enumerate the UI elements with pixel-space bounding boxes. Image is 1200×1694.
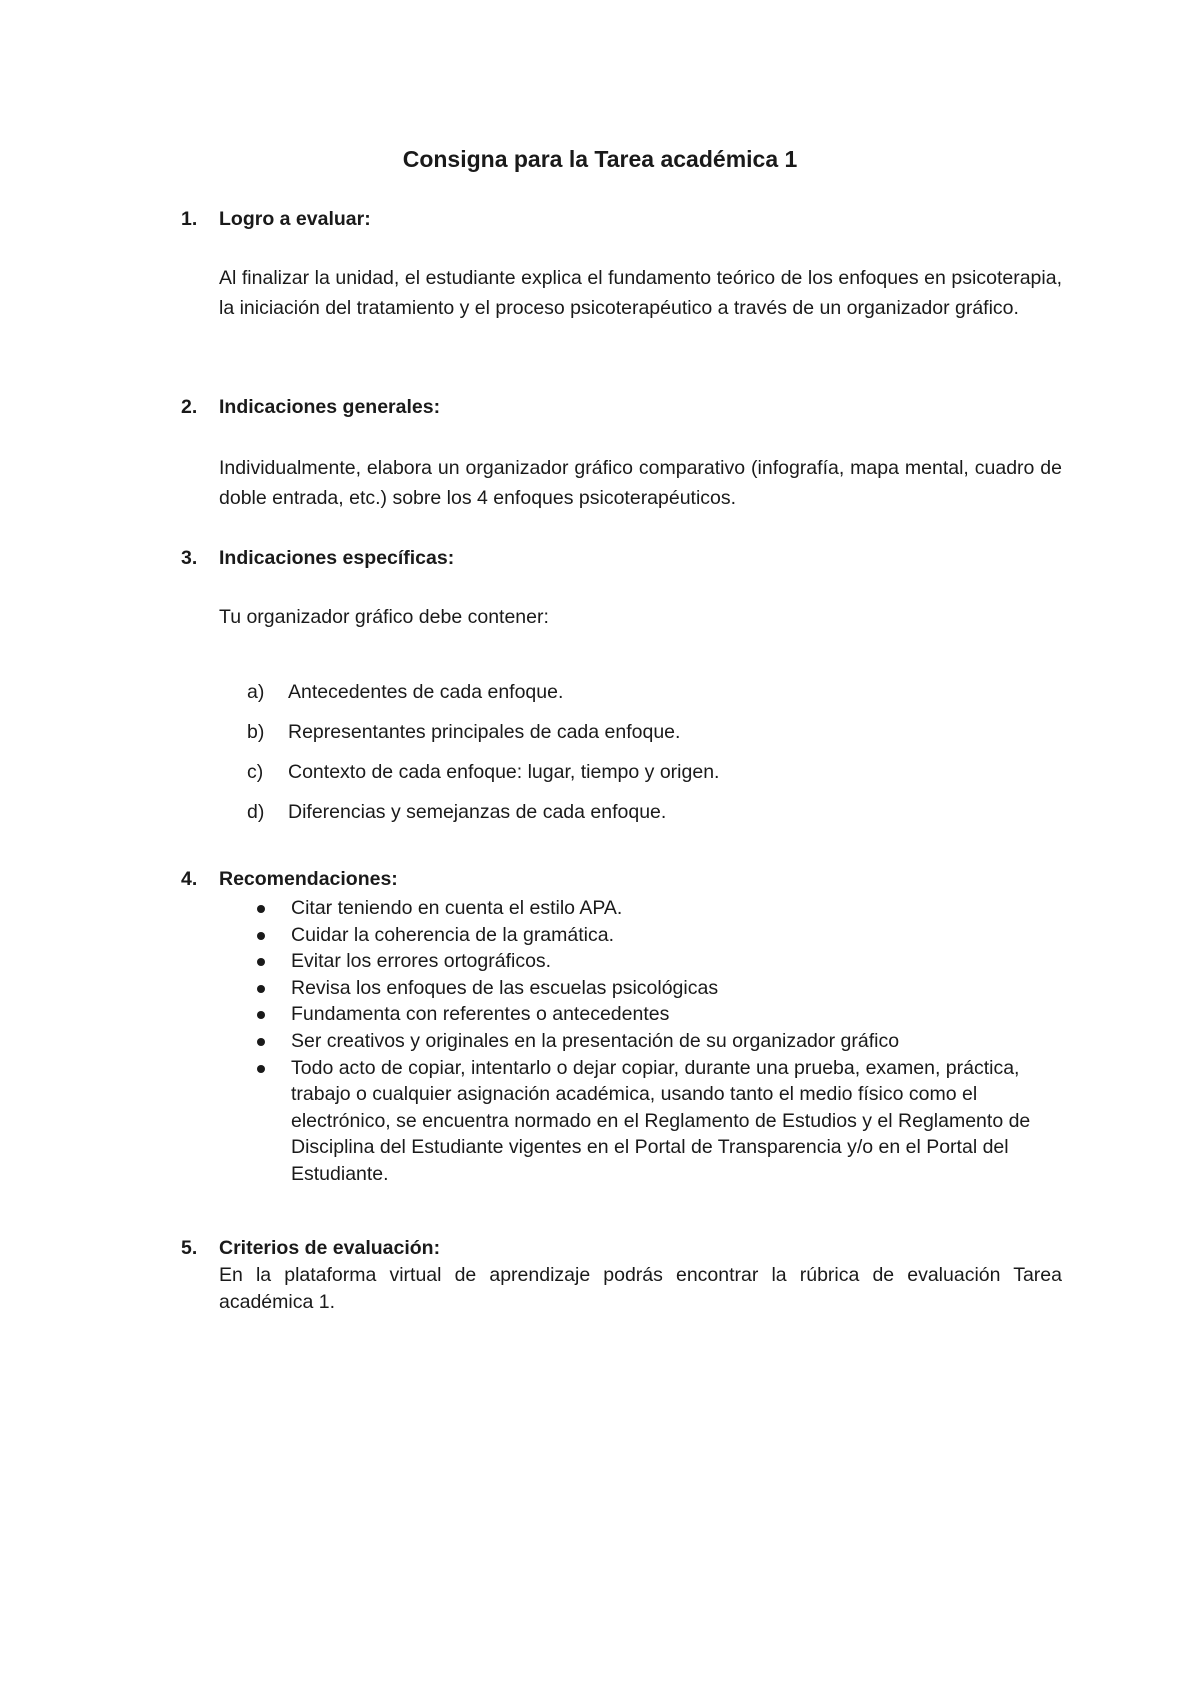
- list-item-text: Fundamenta con referentes o antecedentes: [291, 1003, 670, 1026]
- section-3-body: Tu organizador gráfico debe contener:: [219, 606, 549, 628]
- section-heading-text: Recomendaciones:: [219, 868, 398, 890]
- list-item: [254, 1055, 1069, 1188]
- list-item: [247, 800, 1047, 840]
- section-heading-text: Criterios de evaluación:: [219, 1237, 441, 1259]
- section-number: 5.: [181, 1237, 198, 1259]
- section-heading-text: Indicaciones generales:: [219, 396, 441, 418]
- list-item: [247, 760, 1047, 800]
- specific-items-list: [247, 680, 1047, 840]
- list-item-text: Cuidar la coherencia de la gramática.: [291, 923, 615, 946]
- list-item-text: Todo acto de copiar, intentarlo o dejar copiar, durante una prueba, examen, práctica, trabajo o cualquier asignación académica, usando tanto el medio físico como el electrónico, se encuentra normado en el Reglamento de Estudios y el Reglamento de Disciplina del Estudiante vigentes en el Portal de Transparencia y/o en el Portal del Estudiante.: [291, 1056, 1031, 1185]
- list-item: [254, 975, 1069, 1002]
- section-5-body: En la plataforma virtual de aprendizaje podrás encontrar la rúbrica de evaluación Tarea académica 1.: [219, 1264, 1062, 1313]
- list-item-text: Citar teniendo en cuenta el estilo APA.: [291, 897, 623, 919]
- list-item: [247, 680, 1047, 720]
- section-number: 4.: [181, 868, 198, 890]
- bullet-icon: [257, 985, 265, 993]
- list-item: [254, 895, 1069, 922]
- list-item: [254, 922, 1069, 949]
- list-marker: d): [247, 801, 265, 823]
- list-item: [254, 948, 1069, 975]
- list-item-text: Evitar los errores ortográficos.: [291, 950, 552, 973]
- section-number: 3.: [181, 547, 198, 569]
- list-item-text: Revisa los enfoques de las escuelas psicológicas: [291, 976, 719, 999]
- bullet-icon: [257, 958, 265, 966]
- bullet-icon: [257, 1038, 265, 1046]
- list-item-text: Ser creativos y originales en la presentación de su organizador gráfico: [291, 1029, 900, 1052]
- bullet-icon: [257, 1065, 265, 1073]
- bullet-icon: [257, 905, 265, 913]
- page-title: Consigna para la Tarea académica 1: [402, 146, 798, 172]
- section-2-heading: [181, 395, 440, 419]
- list-item-text: Contexto de cada enfoque: lugar, tiempo y origen.: [288, 761, 720, 783]
- section-4-heading: [181, 867, 398, 891]
- section-1-heading: [181, 207, 371, 231]
- section-number: 2.: [181, 396, 198, 418]
- section-heading-text: Logro a evaluar:: [219, 208, 371, 230]
- list-item: [254, 1028, 1069, 1055]
- recommendations-list: [254, 895, 1069, 1188]
- section-number: 1.: [181, 208, 198, 230]
- section-5-heading: [181, 1236, 440, 1260]
- section-2-body: Individualmente, elabora un organizador gráfico comparativo (infografía, mapa mental, cuadro de doble entrada, etc.) sobre los 4 enfoques psicoterapéuticos.: [219, 457, 1062, 509]
- section-heading-text: Indicaciones específicas:: [219, 547, 455, 569]
- list-item: [247, 720, 1047, 760]
- list-item-text: Antecedentes de cada enfoque.: [288, 681, 564, 703]
- bullet-icon: [257, 932, 265, 940]
- list-marker: c): [247, 761, 264, 783]
- section-1-body: Al finalizar la unidad, el estudiante explica el fundamento teórico de los enfoques en psicoterapia, la iniciación del tratamiento y el proceso psicoterapéutico a través de un organizador gráfico.: [219, 267, 1062, 319]
- list-marker: a): [247, 681, 265, 703]
- list-item-text: Diferencias y semejanzas de cada enfoque.: [288, 801, 667, 823]
- list-item: [254, 1001, 1069, 1028]
- list-item-text: Representantes principales de cada enfoque.: [288, 721, 681, 743]
- bullet-icon: [257, 1011, 265, 1019]
- section-3-heading: [181, 546, 454, 570]
- list-marker: b): [247, 721, 265, 743]
